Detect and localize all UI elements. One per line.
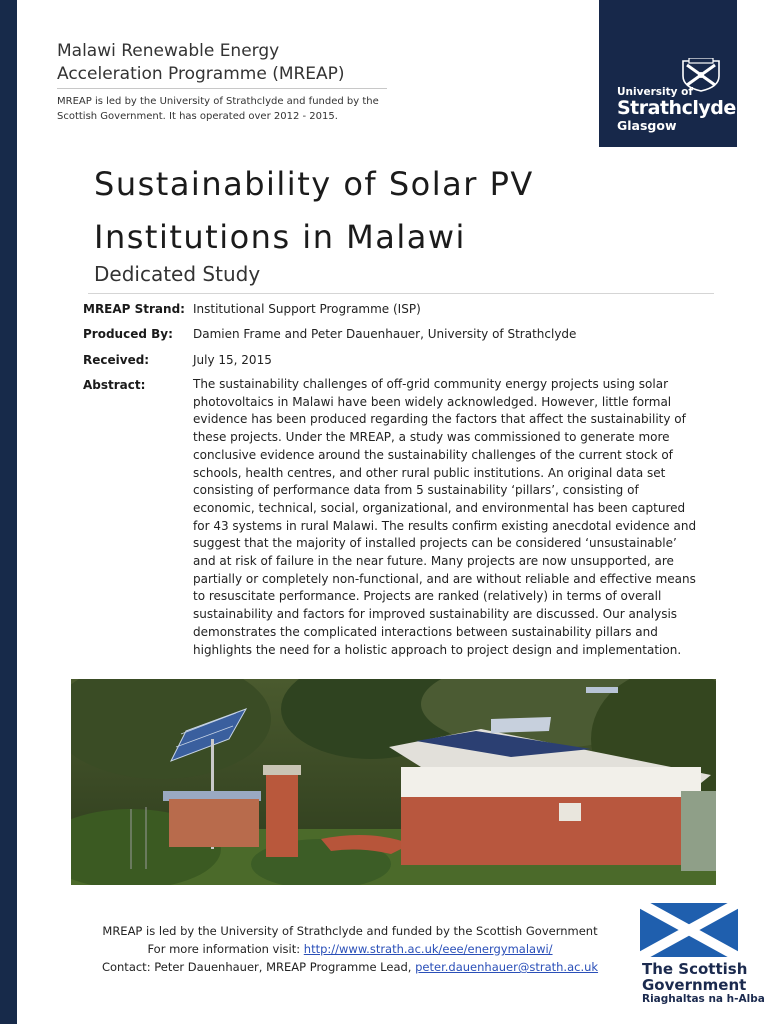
received-value: July 15, 2015: [193, 353, 272, 367]
abstract-line: conclusive evidence around the sustainability challenges of the current stock of: [193, 447, 673, 462]
abstract-line: to resuscitate performance. Projects are ranked (relatively) in terms of overall: [193, 589, 662, 604]
programme-title-line1: Malawi Renewable Energy: [57, 41, 280, 61]
abstract-line: and at risk of failure in the near future. Many projects are now unsupported, are: [193, 554, 674, 569]
gov-logo-line2: Government: [642, 976, 747, 994]
university-logo: [599, 0, 737, 147]
abstract-line: schools, health centres, and other rural public institutions. An original data set: [193, 465, 666, 480]
abstract-line: suggest that the majority of installed projects can be considered ‘unsustainable’: [193, 536, 677, 551]
website-link[interactable]: http://www.strath.ac.uk/eee/energymalawi/: [303, 942, 553, 956]
abstract-line: photovoltaics in Malawi have been widely acknowledged. However, little formal: [193, 394, 672, 409]
gov-logo-line1: The Scottish: [642, 960, 748, 978]
gov-logo-line3: Riaghaltas na h-Alba: [642, 993, 765, 1005]
document-type-divider: [88, 293, 714, 294]
email-link[interactable]: peter.dauenhauer@strath.ac.uk: [415, 960, 599, 974]
footer-contact-label: Contact: Peter Dauenhauer, MREAP Programme Lead,: [101, 960, 416, 974]
footer-text: [90, 922, 610, 976]
programme-subtitle-line1: MREAP is led by the University of Strathclyde and funded by the: [57, 96, 379, 107]
programme-subtitle-line2: Scottish Government. It has operated over 2012 - 2015.: [57, 111, 338, 122]
abstract-label: Abstract:: [83, 378, 146, 392]
strand-label: MREAP Strand:: [83, 302, 185, 316]
abstract-line: partially or completely non-functional, and are without reliable and effective means: [193, 571, 696, 586]
abstract-line: these projects. Under the MREAP, a study was commissioned to generate more: [193, 430, 670, 445]
solar-panel-building-photo: [71, 679, 716, 885]
programme-subtitle: [57, 94, 397, 124]
produced-label: Produced By:: [83, 327, 173, 341]
abstract-line: evidence has been produced regarding the factors that affect the sustainability of: [193, 412, 686, 427]
abstract-line: sustainability and factors for improved sustainability are discussed. Our analysis: [193, 607, 678, 622]
document-title-line1: Sustainability of Solar PV: [94, 165, 534, 203]
abstract-line: for 43 systems in rural Malawi. The results confirm existing anecdotal evidence and: [193, 518, 697, 533]
footer-line3: [90, 958, 610, 976]
programme-title: [57, 40, 345, 86]
photo-illustration: [71, 679, 716, 885]
footer-info-label: For more information visit:: [147, 942, 304, 956]
abstract-line: demonstrates the complicated interactions between sustainability pillars and: [193, 624, 658, 639]
university-logo-line2: Strathclyde: [617, 97, 736, 119]
abstract-line: consisting of performance data from 5 sustainability ‘pillars’, consisting of: [193, 483, 639, 498]
received-label: Received:: [83, 353, 150, 367]
abstract-text: [193, 376, 718, 659]
programme-divider: [57, 88, 387, 89]
footer-line1: MREAP is led by the University of Strathclyde and funded by the Scottish Government: [102, 924, 598, 938]
abstract-line: The sustainability challenges of off-grid community energy projects using solar: [193, 377, 669, 391]
document-title-line2: Institutions in Malawi: [94, 218, 466, 256]
scottish-government-logo: [640, 903, 765, 1005]
programme-title-line2: Acceleration Programme (MREAP): [57, 64, 345, 84]
university-logo-line1: University of: [617, 86, 693, 98]
university-logo-line3: Glasgow: [617, 118, 677, 133]
document-title: [94, 158, 534, 264]
produced-value: Damien Frame and Peter Dauenhauer, University of Strathclyde: [193, 327, 577, 341]
abstract-line: highlights the need for a holistic approach to project design and implementation.: [193, 642, 682, 657]
document-type: Dedicated Study: [94, 262, 261, 286]
abstract-line: economic, technical, social, organizational, and environmental has been captured: [193, 500, 686, 515]
left-accent-bar: [0, 0, 17, 1024]
saltire-flag-icon: [640, 903, 738, 957]
strand-value: Institutional Support Programme (ISP): [193, 302, 421, 316]
footer-line2: [90, 940, 610, 958]
